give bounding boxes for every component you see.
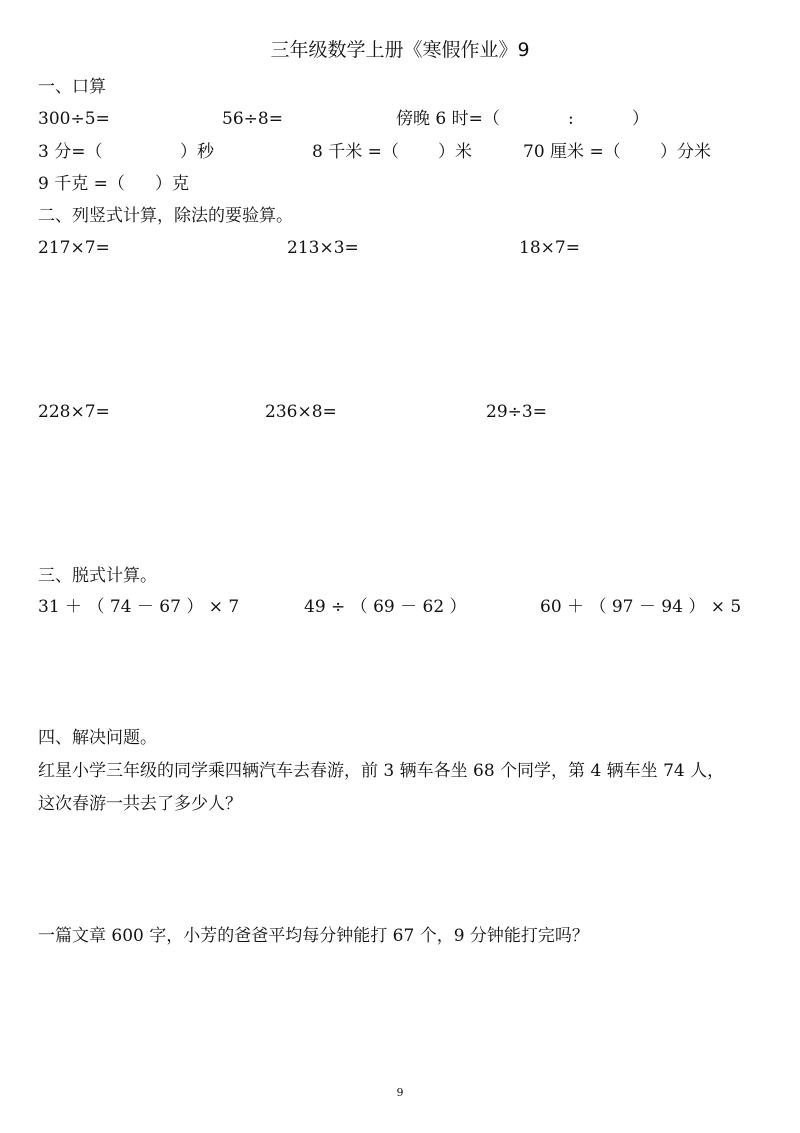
vertical-calc-2: 213×3= [287,238,359,258]
oral-calc-4-suffix: ）秒 [180,142,214,162]
vertical-calc-3: 18×7= [519,238,580,258]
oral-calc-4-prefix: 3 分=（ [38,142,103,162]
vertical-calc-1: 217×7= [38,238,110,258]
step-calc-3: 60 ＋ （ 97 － 94 ） × 5 [540,597,742,617]
oral-calc-5-suffix: ）米 [438,142,472,162]
oral-calc-2: 56÷8= [222,109,283,129]
section-2-heading: 二、列竖式计算，除法的要验算。 [38,206,293,226]
vertical-calc-6: 29÷3= [486,402,547,422]
oral-calc-5-prefix: 8 千米 =（ [312,142,399,162]
word-problem-1-line-2: 这次春游一共去了多少人？ [38,794,242,814]
oral-calc-3-colon: : [568,109,574,129]
oral-calc-7-suffix: ）克 [155,174,189,194]
oral-calc-3-prefix: 傍晚 6 时=（ [396,109,500,129]
page-number: 9 [396,1086,404,1099]
vertical-calc-5: 236×8= [265,402,337,422]
section-4-heading: 四、解决问题。 [38,728,157,748]
word-problem-1-line-1: 红星小学三年级的同学乘四辆汽车去春游，前 3 辆车各坐 68 个同学，第 4 辆车坐 74 人， [38,761,725,781]
step-calc-1: 31 ＋ （ 74 － 67 ） × 7 [38,597,240,617]
section-1-heading: 一、口算 [38,77,106,97]
step-calc-2: 49 ÷ （ 69 － 62 ） [304,597,467,617]
oral-calc-7-prefix: 9 千克 =（ [38,174,125,194]
oral-calc-1: 300÷5= [38,109,110,129]
oral-calc-3-suffix: ） [632,109,649,129]
oral-calc-6-suffix: ）分米 [660,142,711,162]
page-title: 三年级数学上册《寒假作业》9 [270,39,530,61]
oral-calc-6-prefix: 70 厘米 =（ [523,142,621,162]
word-problem-2: 一篇文章 600 字，小芳的爸爸平均每分钟能打 67 个，9 分钟能打完吗？ [38,926,589,946]
section-3-heading: 三、脱式计算。 [38,566,157,586]
vertical-calc-4: 228×7= [38,402,110,422]
